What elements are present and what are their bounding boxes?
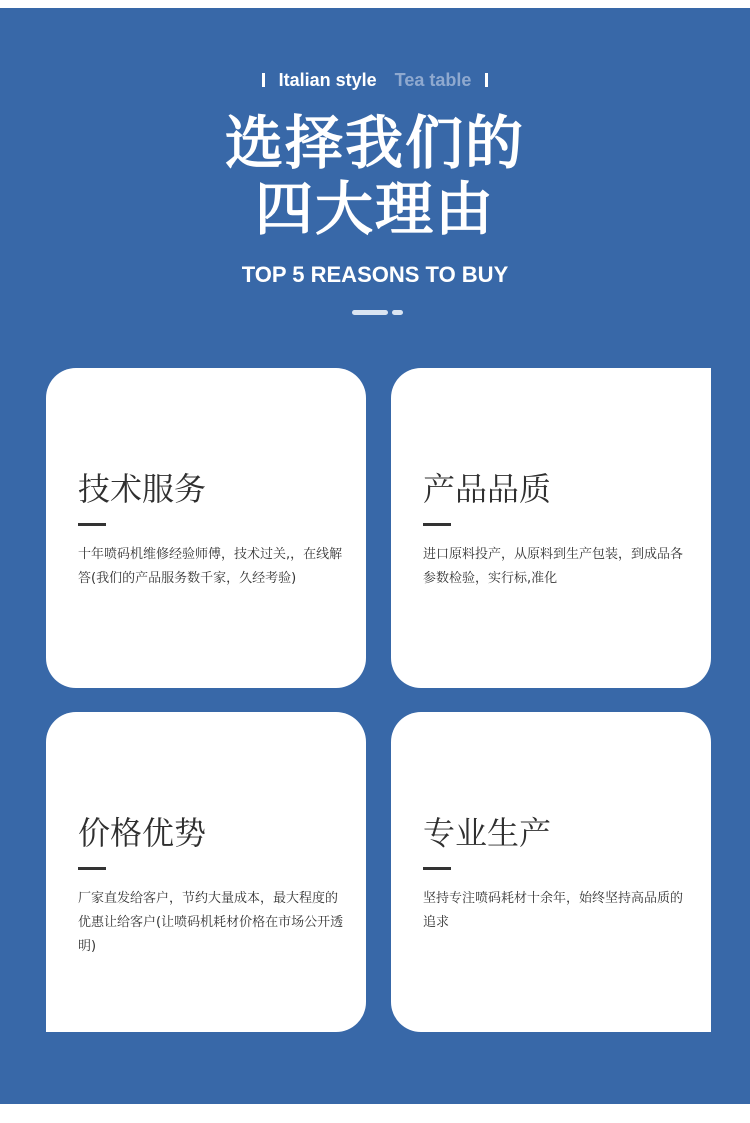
reason-card-price-advantage [46, 712, 366, 1032]
reason-card-title: 技术服务 [78, 470, 207, 508]
page-title [0, 110, 750, 242]
eyebrow-secondary-text: Tea table [394, 70, 472, 90]
reason-card-description: 十年喷码机维修经验师傅，技术过关,，在线解答(我们的产品服务数千家，久经考验) [78, 547, 343, 586]
title-underline [78, 523, 106, 526]
reason-card-description: 厂家直发给客户，节约大量成本，最大程度的优惠让给客户(让喷码机耗材价格在市场公开透明) [78, 891, 344, 954]
page-subtitle: TOP 5 REASONS TO BUY [241, 262, 509, 287]
eyebrow-primary-text: Italian style [278, 70, 377, 90]
title-underline [423, 867, 451, 870]
left-bar-divider [262, 73, 265, 87]
reason-card-title: 产品品质 [423, 470, 552, 508]
reason-card-description: 进口原料投产，从原料到生产包装，到成品各参数检验，实行标,准化 [423, 547, 684, 586]
title-underline [78, 867, 106, 870]
blue-background-panel [0, 8, 750, 1104]
decorative-pill-short [392, 310, 403, 315]
right-bar-divider [485, 73, 488, 87]
reason-card-professional-production [391, 712, 711, 1032]
reason-card-product-quality [391, 368, 711, 688]
eyebrow-tagline [0, 70, 750, 91]
reason-card-title: 专业生产 [423, 814, 552, 852]
title-underline [423, 523, 451, 526]
reason-card-title: 价格优势 [78, 814, 207, 852]
page-title-line1: 选择我们的 [224, 109, 525, 177]
reason-card-description: 坚持专注喷码耗材十余年，始终坚持高品质的追求 [423, 891, 684, 930]
page-title-line2: 四大理由 [254, 175, 495, 243]
decorative-pill-long [352, 310, 388, 315]
reason-card-tech-service [46, 368, 366, 688]
